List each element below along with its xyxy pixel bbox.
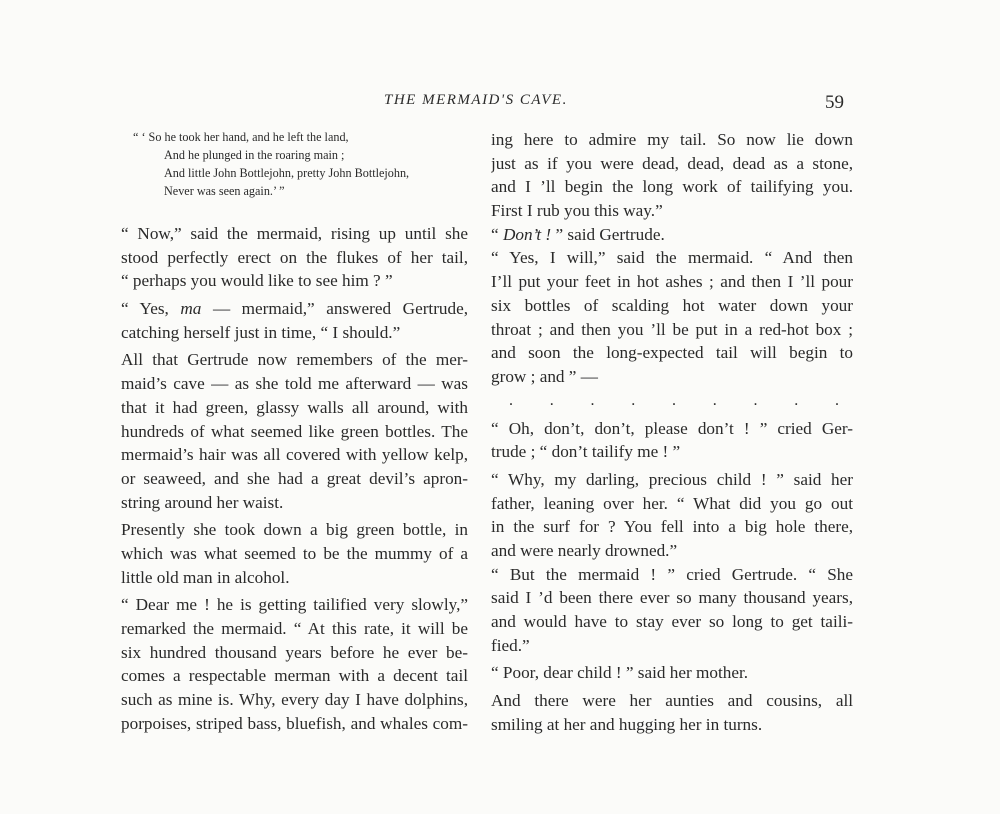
text-line: catching herself just in time, “ I should.” — [121, 322, 401, 342]
text-line — [121, 297, 468, 321]
text-line: trude ; “ don’t tailify me ! ” — [491, 442, 681, 462]
verse-line: And little John Bottlejohn, pretty John Bottlejohn, — [164, 166, 410, 180]
verse-quote — [133, 128, 468, 200]
text-line: grow ; and ” — — [491, 366, 598, 386]
right-column — [491, 128, 853, 737]
italic-word: Don’t ! — [502, 224, 552, 244]
left-column — [121, 128, 468, 735]
text-line: “ perhaps you would like to see him ? ” — [121, 271, 393, 291]
text-segment: “ — [491, 224, 499, 244]
text-segment: “ Yes, — [121, 299, 169, 319]
text-line: in the surf for ? You fell into a big hole there, — [491, 517, 853, 537]
text-line: six bottles of scalding hot water down your — [491, 295, 853, 315]
text-line — [491, 223, 853, 247]
text-line: “ But the mermaid ! ” cried Gertrude. “ She — [491, 564, 853, 584]
text-line: remarked the mermaid. “ At this rate, it will be — [121, 619, 468, 638]
ellipsis-dot: . — [672, 391, 676, 409]
text-line: I’ll put your feet in hot ashes ; and then I ’ll pour — [491, 272, 853, 292]
running-title: THE MERMAID'S CAVE. — [384, 92, 568, 108]
text-line: and would have to stay ever so long to get taili- — [491, 612, 853, 632]
text-line: string around her waist. — [121, 492, 284, 512]
ellipsis-dot: . — [509, 391, 513, 409]
text-line: little old man in alcohol. — [121, 567, 290, 587]
text-segment: — mermaid,” answered Gertrude, — [212, 299, 468, 319]
verse-line: And he plunged in the roaring main ; — [164, 148, 345, 162]
text-line: just as if you were dead, dead, dead as a stone, — [491, 153, 853, 173]
italic-word: ma — [180, 299, 202, 319]
text-line: which was what seemed to be the mummy of a — [121, 543, 468, 563]
text-line: and I ’ll begin the long work of tailifying you. — [491, 177, 853, 197]
ellipsis-row — [509, 389, 839, 413]
ellipsis-dot: . — [590, 391, 595, 409]
page-number: 59 — [825, 92, 844, 113]
ellipsis-dot: . — [835, 391, 839, 409]
text-line: porpoises, striped bass, bluefish, and whales com- — [121, 713, 468, 733]
text-line: “ Poor, dear child ! ” said her mother. — [491, 663, 749, 683]
text-line: “ Yes, I will,” said the mermaid. “ And then — [491, 248, 853, 268]
text-line: and were nearly drowned.” — [491, 541, 678, 560]
text-line: All that Gertrude now remembers of the mer- — [121, 350, 468, 370]
text-line: “ Why, my darling, precious child ! ” said her — [491, 469, 853, 489]
text-line: smiling at her and hugging her in turns. — [491, 714, 763, 734]
verse-line: “ ‘ So he took her hand, and he left the land, — [133, 130, 349, 144]
text-line: that it had green, glassy walls all around, with — [121, 397, 468, 417]
text-line: ing here to admire my tail. So now lie down — [491, 130, 853, 149]
ellipsis-dot: . — [549, 391, 554, 409]
text-line: hundreds of what seemed like green bottles. The — [121, 421, 468, 441]
ellipsis-dot: . — [794, 391, 799, 409]
text-line: stood perfectly erect on the flukes of her tail, — [121, 247, 468, 267]
text-line: And there were her aunties and cousins, all — [491, 691, 853, 711]
page-header — [0, 92, 1000, 116]
text-line: mermaid’s hair was all covered with yellow kelp, — [121, 445, 468, 465]
text-line: First I rub you this way.” — [491, 201, 663, 221]
text-line: fied.” — [491, 635, 530, 655]
ellipsis-dot: . — [631, 391, 636, 409]
text-line: “ Now,” said the mermaid, rising up until she — [121, 224, 468, 243]
text-line: or seaweed, and she had a great devil’s apron- — [121, 468, 468, 488]
text-line: and soon the long-expected tail will begin to — [491, 343, 853, 363]
text-line: “ Oh, don’t, don’t, please don’t ! ” cried Ger- — [491, 418, 853, 438]
text-line: six hundred thousand years before he ever be- — [121, 642, 468, 662]
text-line: father, leaning over her. “ What did you go out — [491, 493, 853, 513]
text-line: said I ’d been there ever so many thousand years, — [491, 588, 853, 608]
ellipsis-dot: . — [753, 391, 758, 409]
text-line: Presently she took down a big green bottle, in — [121, 520, 468, 540]
text-line: comes a respectable merman with a decent tail — [121, 666, 468, 686]
text-line: “ Dear me ! he is getting tailified very slowly,” — [121, 595, 468, 615]
text-line: maid’s cave — as she told me afterward — was — [121, 374, 468, 394]
verse-line: Never was seen again.’ ” — [164, 184, 285, 198]
ellipsis-dot: . — [712, 391, 717, 409]
text-segment: ” said Gertrude. — [555, 224, 665, 244]
text-line: throat ; and then you ’ll be put in a red-hot box ; — [491, 319, 853, 339]
text-line: such as mine is. Why, every day I have dolphins, — [121, 690, 468, 710]
